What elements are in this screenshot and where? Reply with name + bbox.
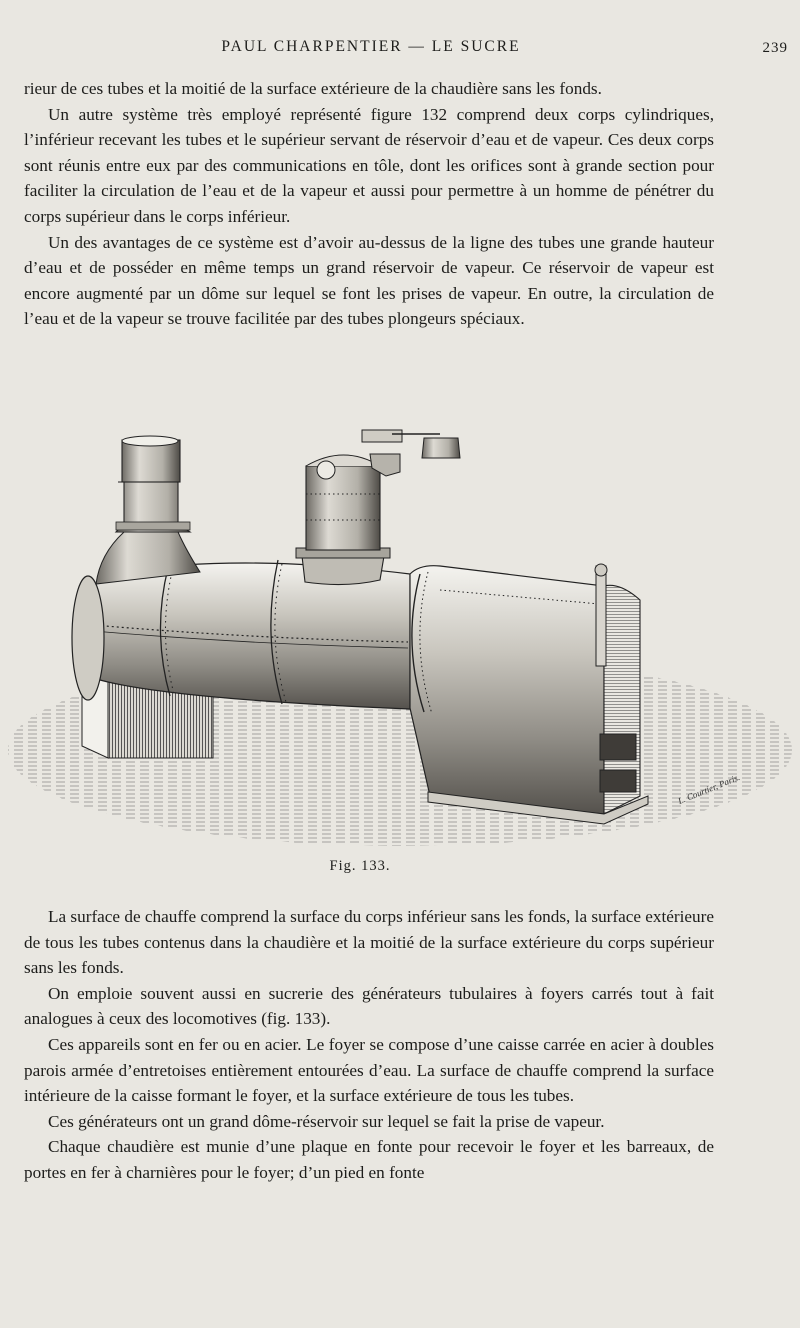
text-block-top [24, 76, 714, 332]
text-block-bottom [24, 904, 714, 1186]
running-title: PAUL CHARPENTIER — LE SUCRE [221, 38, 521, 55]
paragraph: Chaque chaudière est munie d’une plaque en fonte pour recevoir le foyer et les barreaux, de portes en fer à charnières pour le foyer; d’un pied en fonte [24, 1137, 714, 1182]
paragraph: Ces appareils sont en fer ou en acier. Le foyer se compose d’une caisse carrée en acier à doubles parois armée d’entretoises entièrement entourées d’eau. La surface de chauffe comprend la surface intérieure de la caisse formant le foyer, et la surface extérieure de tous les tubes. [24, 1034, 714, 1106]
engraver-signature: L. Courtier, Paris. [676, 772, 742, 806]
paragraph: Un des avantages de ce système est d’avoir au-dessus de la ligne des tubes une grande hauteur d’eau et de posséder en même temps un grand réservoir de vapeur. Ce réservoir de vapeur est encore augmenté par un dôme sur lequel se font les prises de vapeur. En outre, la circulation de l’eau et de la vapeur se trouve facilitée par des tubes plongeurs spéciaux. [24, 232, 714, 329]
boiler-engraving [0, 424, 800, 854]
paragraph: La surface de chauffe comprend la surface du corps inférieur sans les fonds, la surface extérieure de tous les tubes contenus dans la chaudière et la moitié de la surface extérieure du corps supérieur sans les fonds. [24, 907, 714, 978]
paragraph: rieur de ces tubes et la moitié de la surface extérieure de la chaudière sans les fonds. [24, 79, 602, 98]
paragraph: Un autre système très employé représenté figure 132 comprend deux corps cylindriques, l’inférieur recevant les tubes et le supérieur servant de réservoir d’eau et de vapeur. Ces deux corps sont réunis entre eux par des communications en tôle, dont les orifices sont à grande section pour faciliter la circulation de l’eau et de la vapeur et aussi pour permettre à un homme de pénétrer du corps supérieur dans le corps inférieur. [24, 104, 714, 226]
figure-caption: Fig. 133. [329, 858, 391, 874]
paragraph: On emploie souvent aussi en sucrerie des générateurs tubulaires à foyers carrés tout à fait analogues à ceux des locomotives (fig. 133). [24, 983, 714, 1029]
paragraph: Ces générateurs ont un grand dôme-réservoir sur lequel se fait la prise de vapeur. [48, 1111, 605, 1131]
page-number: 239 [762, 40, 788, 56]
